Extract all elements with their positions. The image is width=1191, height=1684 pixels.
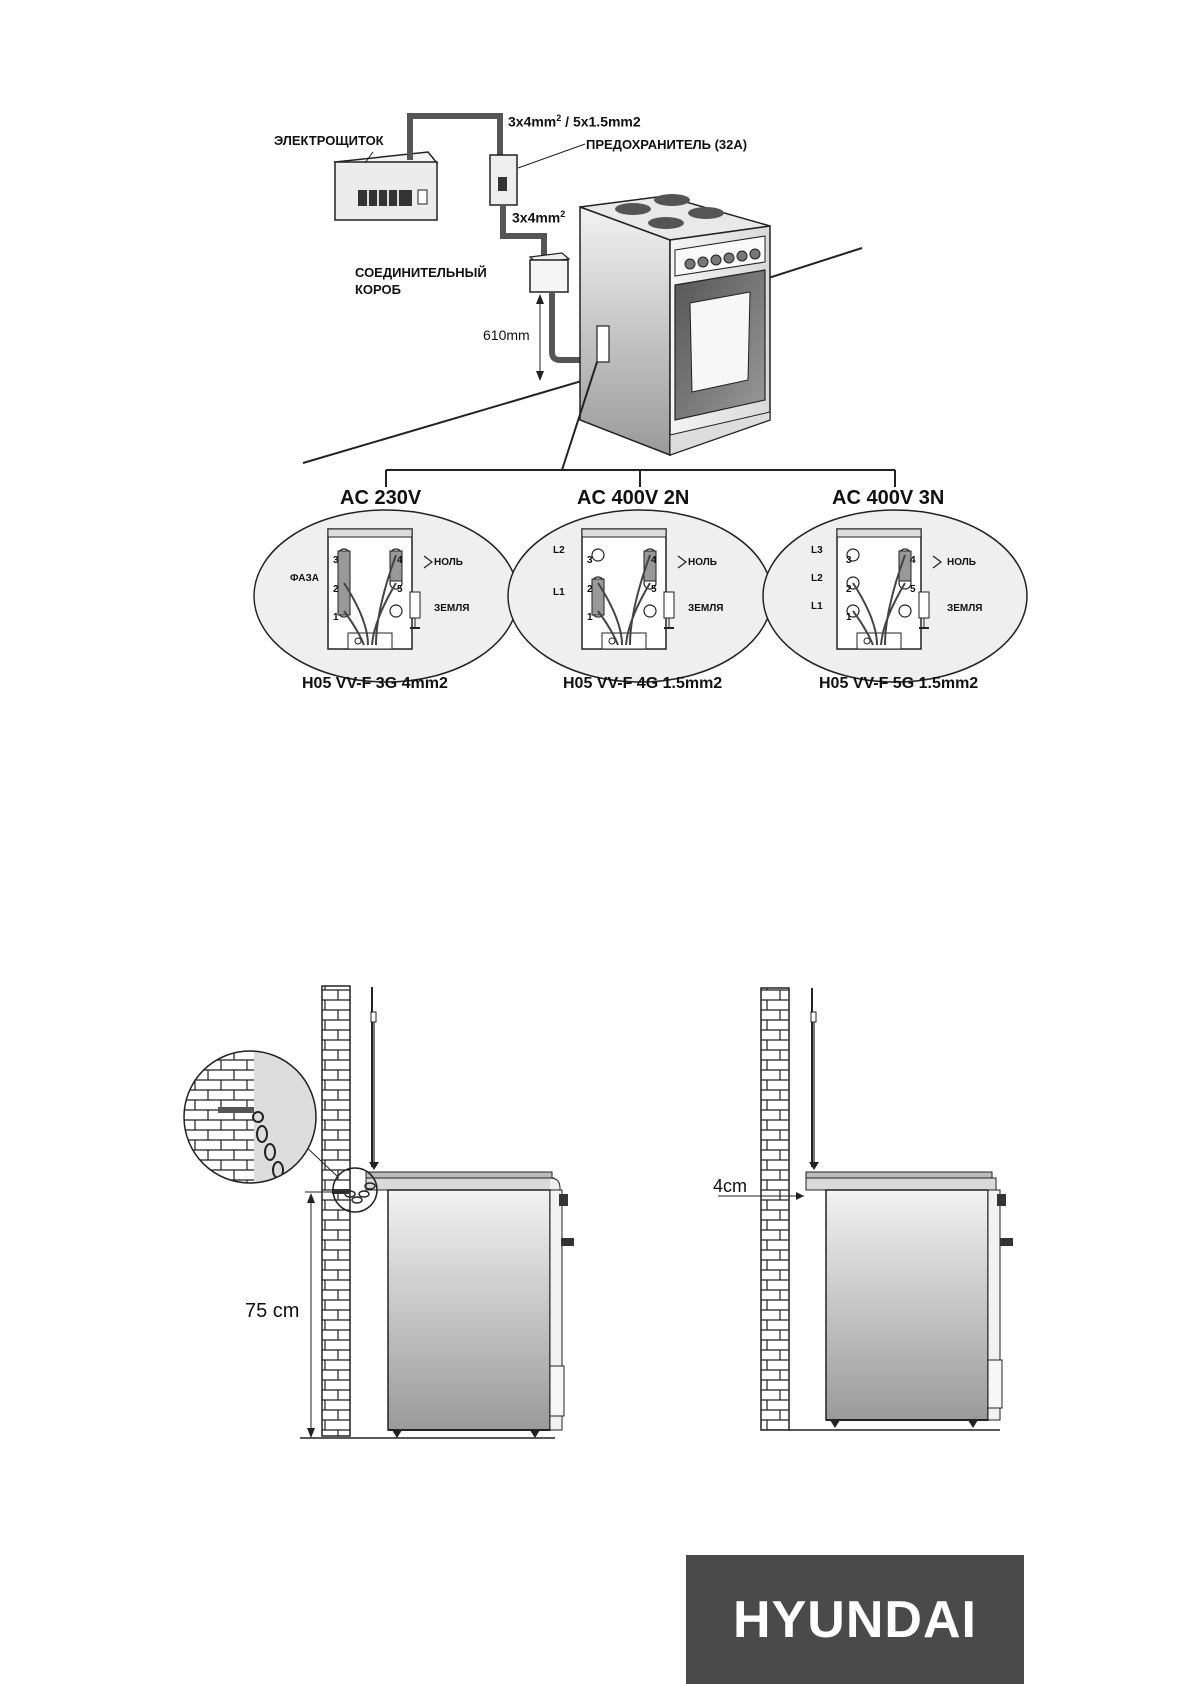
terminal-block-oval-2 <box>508 510 772 682</box>
l1-label-m2: L1 <box>553 587 565 598</box>
l3-label-m3: L3 <box>811 545 823 556</box>
mode-title-230v: AC 230V <box>340 487 422 509</box>
junction-label-line2: КОРОБ <box>355 282 402 297</box>
panel-label: ЭЛЕКТРОЩИТОК <box>274 133 384 148</box>
l1-label-m3: L1 <box>811 601 823 612</box>
neutral-label-3: НОЛЬ <box>947 557 976 568</box>
terminal-3-m1: 3 <box>333 555 339 566</box>
terminal-1-m3: 1 <box>846 612 852 623</box>
gap-4cm-label: 4cm <box>713 1176 748 1196</box>
hyundai-logo <box>686 1555 1024 1684</box>
terminal-5-m1: 5 <box>397 584 403 595</box>
terminal-2-m1: 2 <box>333 584 339 595</box>
panel-box-icon <box>335 152 437 220</box>
earth-label-1: ЗЕМЛЯ <box>434 603 470 614</box>
neutral-label-2: НОЛЬ <box>688 557 717 568</box>
junction-box-icon <box>530 253 569 292</box>
terminal-5-m3: 5 <box>910 584 916 595</box>
terminal-2-m2: 2 <box>587 584 593 595</box>
terminal-1-m2: 1 <box>587 612 593 623</box>
terminal-block-oval-3 <box>763 510 1027 682</box>
l2-label-m3: L2 <box>811 573 823 584</box>
cable-top-label: $3x4mm^2 / 5x1.5mm2$ <box>508 113 641 130</box>
cable-spec-400v-3n: H05 VV-F 5G 1.5mm2 <box>819 675 979 692</box>
stove-illustration <box>580 194 770 455</box>
fuse-icon <box>490 155 517 205</box>
terminal-4-m1: 4 <box>397 555 403 566</box>
earth-label-3: ЗЕМЛЯ <box>947 603 983 614</box>
terminal-4-m2: 4 <box>651 555 657 566</box>
terminal-3-m2: 3 <box>587 555 593 566</box>
height-610-label: 610mm <box>483 327 530 343</box>
cable-mid-label: $3x4mm^2$ <box>512 209 566 226</box>
terminal-2-m3: 2 <box>846 584 852 595</box>
terminal-1-m1: 1 <box>333 612 339 623</box>
neutral-label-1: НОЛЬ <box>434 557 463 568</box>
mode-title-400v-3n: AC 400V 3N <box>832 487 945 509</box>
l2-label-m2: L2 <box>553 545 565 556</box>
logo-text: HYUNDAI <box>733 1590 977 1649</box>
mode-title-400v-2n: AC 400V 2N <box>577 487 690 509</box>
cable-spec-400v-2n: H05 VV-F 4G 1.5mm2 <box>563 675 723 692</box>
terminal-3-m3: 3 <box>846 555 852 566</box>
height-75cm-label: 75 cm <box>245 1300 300 1322</box>
junction-label-line1: СОЕДИНИТЕЛЬНЫЙ <box>355 265 487 280</box>
terminal-5-m2: 5 <box>651 584 657 595</box>
earth-label-2: ЗЕМЛЯ <box>688 603 724 614</box>
fuse-label: ПРЕДОХРАНИТЕЛЬ (32A) <box>586 137 748 152</box>
install-right-illustration <box>718 988 1013 1430</box>
cable-spec-230v: H05 VV-F 3G 4mm2 <box>302 675 448 692</box>
install-left-illustration <box>184 986 574 1438</box>
terminal-4-m3: 4 <box>910 555 916 566</box>
phase-label: ФАЗА <box>290 573 319 584</box>
terminal-block-oval-1 <box>254 510 518 682</box>
